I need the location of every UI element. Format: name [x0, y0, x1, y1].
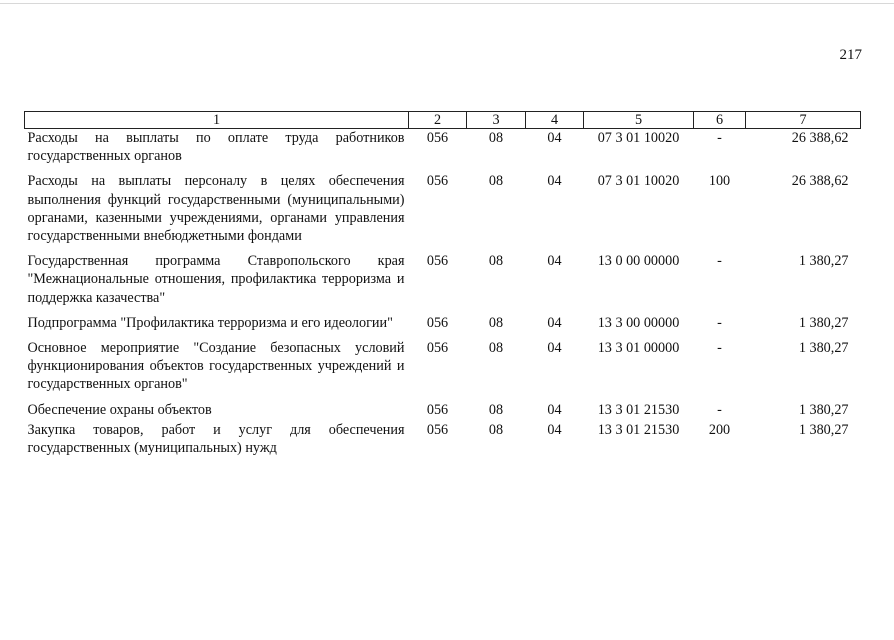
target-article-code: 13 0 00 00000 — [597, 253, 680, 270]
amount: 1 380,27 — [798, 340, 849, 357]
amount: 26 388,62 — [791, 173, 849, 190]
target-article-code: 13 3 01 21530 — [597, 401, 680, 418]
admin-code: 056 — [426, 253, 449, 270]
column-header: 2 — [409, 112, 467, 129]
column-header: 3 — [467, 112, 526, 129]
expense-type-code: - — [717, 314, 722, 331]
section-code: 08 — [488, 421, 504, 438]
expense-name: Расходы на выплаты персоналу в целях обеспечения выполнения функций государственными (муниципальными) органами, казенными учреждениями, органами управления государственными внебюджетными фондами — [27, 173, 405, 245]
subsection-code: 04 — [547, 421, 562, 438]
expense-name: Подпрограмма "Профилактика терроризма и его идеологии" — [27, 314, 393, 331]
expense-type-code: 100 — [708, 173, 731, 190]
subsection-code: 04 — [547, 401, 562, 418]
target-article-code: 13 3 01 21530 — [597, 421, 680, 438]
subsection-code: 04 — [547, 173, 562, 190]
expense-type-code: - — [717, 401, 722, 418]
section-code: 08 — [488, 314, 504, 331]
column-header: 4 — [526, 112, 584, 129]
amount: 1 380,27 — [798, 314, 849, 331]
expense-name: Расходы на выплаты по оплате труда работников государственных органов — [27, 130, 405, 165]
subsection-code: 04 — [547, 340, 562, 357]
expense-type-code: 200 — [708, 421, 731, 438]
table-header-row — [25, 112, 861, 129]
expense-name: Закупка товаров, работ и услуг для обеспечения государственных (муниципальных) нужд — [27, 421, 405, 457]
subsection-code: 04 — [547, 253, 562, 270]
table-row — [25, 421, 861, 464]
admin-code: 056 — [426, 340, 449, 357]
section-code: 08 — [488, 253, 504, 270]
expense-type-code: - — [717, 253, 722, 270]
table-row — [25, 339, 861, 401]
admin-code: 056 — [426, 314, 449, 331]
target-article-code: 07 3 01 10020 — [597, 173, 680, 190]
subsection-code: 04 — [547, 314, 562, 331]
column-header: 6 — [694, 112, 746, 129]
target-article-code: 07 3 01 10020 — [597, 130, 680, 146]
amount: 1 380,27 — [798, 421, 849, 438]
target-article-code: 13 3 00 00000 — [597, 314, 680, 331]
amount: 1 380,27 — [798, 401, 849, 418]
admin-code: 056 — [426, 173, 449, 190]
amount: 26 388,62 — [791, 130, 849, 146]
section-code: 08 — [488, 401, 504, 418]
admin-code: 056 — [426, 401, 449, 418]
table-row — [25, 314, 861, 339]
expense-name: Государственная программа Ставропольского края "Межнациональные отношения, профилактика терроризма и поддержка казачества" — [27, 253, 405, 306]
expense-type-code: - — [717, 340, 722, 357]
page-number: 217 — [839, 47, 862, 63]
table-row — [25, 129, 861, 173]
target-article-code: 13 3 01 00000 — [597, 340, 680, 357]
expense-type-code: - — [717, 130, 722, 146]
budget-table — [24, 111, 861, 464]
column-header: 7 — [746, 112, 861, 129]
column-header: 1 — [25, 112, 409, 129]
admin-code: 056 — [426, 130, 449, 146]
amount: 1 380,27 — [798, 253, 849, 270]
admin-code: 056 — [426, 421, 449, 438]
section-code: 08 — [488, 173, 504, 190]
section-code: 08 — [488, 340, 504, 357]
scan-edge-line — [0, 3, 894, 4]
column-header: 5 — [584, 112, 694, 129]
table-row — [25, 252, 861, 314]
section-code: 08 — [488, 130, 504, 146]
table-row — [25, 401, 861, 421]
expense-name: Основное мероприятие "Создание безопасных условий функционирования объектов государственных учреждений и государственных органов" — [27, 340, 405, 393]
table-row — [25, 172, 861, 252]
expense-name: Обеспечение охраны объектов — [27, 401, 212, 418]
subsection-code: 04 — [547, 130, 562, 146]
